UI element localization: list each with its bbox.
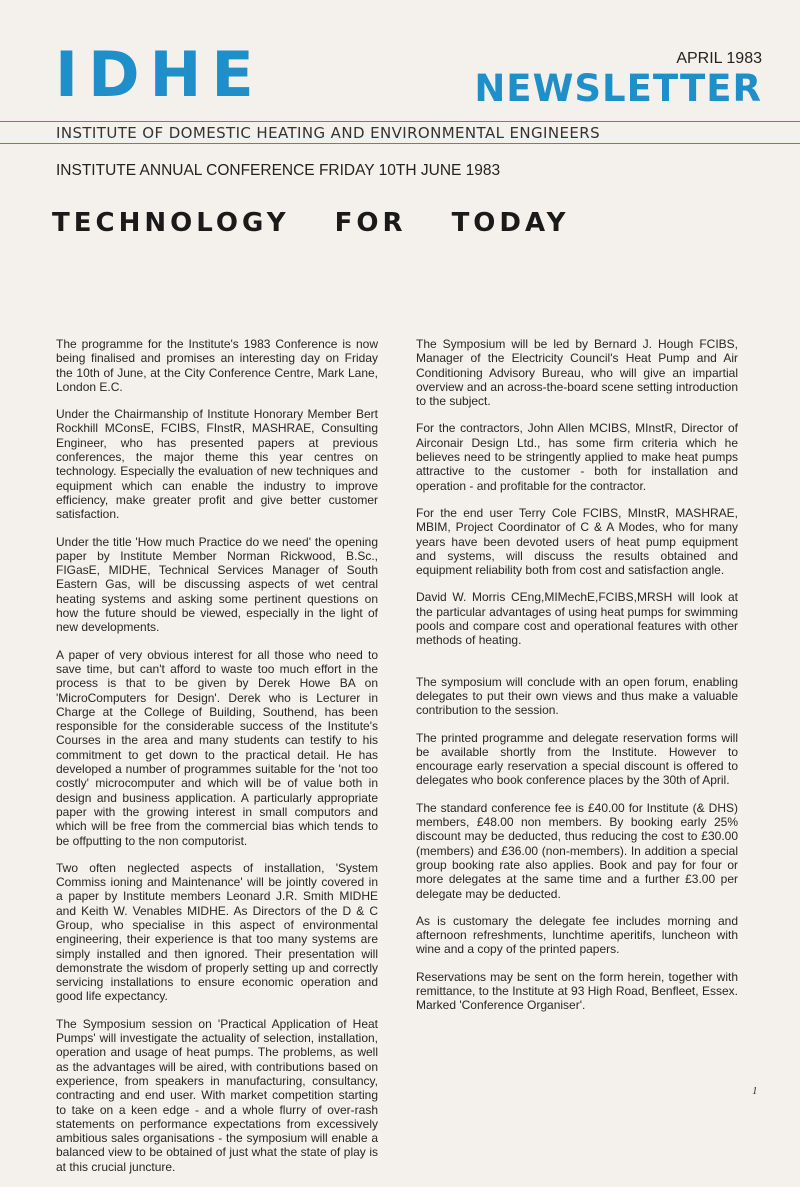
article-left-column [56,337,378,1187]
article-paragraph: The printed programme and delegate reservation forms will be available shortly from the Institute. However to encourage early reservation a special discount is offered to delegates who book conference places by the 30th of April. [416,730,738,788]
article-paragraph: The Symposium will be led by Bernard J. Hough FCIBS, Manager of the Electricity Council's Heat Pump and Air Conditioning Advisory Bureau, who will give an impartial overview and an across-the-board scene setting introduction to the subject. [416,337,738,409]
article-paragraph: Two often neglected aspects of installation, 'System Commiss ioning and Maintenance' will be jointly covered in a paper by Institute members Leonard J.R. Smith MIDHE and Keith W. Venables MIDHE. As Directors of the D & C Group, who specialise in this aspect of environmental engineering, their experience is that too many systems are simply installed and then ignored. Their presentation will demonstrate the wisdom of properly setting up and correctly servicing installations to ensure economic operation and good life expectancy. [56,860,378,1004]
page-number: 1 [752,1085,758,1097]
article-paragraph: As is customary the delegate fee includes morning and afternoon refreshments, lunchtime aperitifs, luncheon with wine and a copy of the printed papers. [416,913,738,957]
article-paragraph: A paper of very obvious interest for all those who need to save time, but can't afford to waste too much effort in the process is that to be given by Derek Howe BA on 'MicroComputers for Design'. Derek who is Lecturer in Charge at the College of Building, Southend, has been responsible for the considerable success of the Institute's Courses in the area and many students can testify to his commitment to get down to the practical detail. He has developed a number of programmes suitable for the 'not too costly' microcomputer and which will be of value both in design and business application. A particularly appropriate paper with the growing interest in small computors and which will be free from the commercial bias which tends to be offputting to the non computorist. [56,647,378,848]
masthead-rule-bottom [0,143,800,144]
masthead-rule-top [0,121,800,122]
article-paragraph: The Symposium session on 'Practical Application of Heat Pumps' will investigate the actuality of selection, installation, operation and usage of heat pumps. The problems, as well as the advantages will be aired, with contributions based on experience, from speakers in manufacturing, consultancy, contracting and end user. With market competition starting to take on a keen edge - and a whole flurry of over-rash statements on performance expectations from excessively ambitious sales organisations - the symposium will enable a balanced view to be obtained of just what the state of play is at this crucial juncture. [56,1016,378,1174]
headline-word: TECHNOLOGY [52,208,290,238]
headline-word: FOR [334,208,407,238]
article-paragraph: The standard conference fee is £40.00 for Institute (& DHS) members, £48.00 non members. By booking early 25% discount may be deducted, thus reducing the cost to £30.00 (members) and £36.00 (non-members). In addition a special group booking rate also applies. Book and pay for four or more delegates at the same time and a further £3.00 per delegate may be deducted. [416,800,738,901]
article-paragraph: Under the Chairmanship of Institute Honorary Member Bert Rockhill MConsE, FCIBS, FInstR, MASHRAE, Consulting Engineer, who has presented papers at previous conferences, the major theme this year centres on technology. Especially the evaluation of new techniques and equipment which can enable the industry to improve efficiency, make greater profit and give better customer satisfaction. [56,407,378,522]
headline [52,208,601,238]
article-paragraph: For the end user Terry Cole FCIBS, MInstR, MASHRAE, MBIM, Project Coordinator of C & A Modes, who for many years have been devoted users of heat pump equipment and systems, will discuss the results obtained and equipment reliability both from cost and satisfaction angle. [416,505,738,578]
article-paragraph: David W. Morris CEng,MIMechE,FCIBS,MRSH will look at the particular advantages of using heat pumps for swimming pools and compare cost and operational features with other methods of heating. [416,590,738,648]
article-paragraph: Under the title 'How much Practice do we need' the opening paper by Institute Member Norman Rickwood, B.Sc., FIGasE, MIDHE, Technical Services Manager of South Eastern Gas, will be discussing aspects of wet central heating systems and asking some pertinent questions on how the future should be viewed, especially in the light of new developments. [56,534,378,635]
conference-line: INSTITUTE ANNUAL CONFERENCE FRIDAY 10TH JUNE 1983 [56,162,501,179]
institute-name: INSTITUTE OF DOMESTIC HEATING AND ENVIRONMENTAL ENGINEERS [56,124,601,142]
newsletter-title: NEWSLETTER [474,67,762,110]
headline-word: TODAY [451,208,570,238]
issue-date: APRIL 1983 [676,50,762,67]
article-paragraph: For the contractors, John Allen MCIBS, MInstR, Director of Airconair Design Ltd., has some firm criteria which he believes need to be stringently applied to make heat pumps attractive to the customer - both for installation and operation - and profitable for the contractor. [416,421,738,493]
idhe-logo: IDHE [55,38,264,111]
article-right-column [416,337,738,1026]
article-paragraph: The programme for the Institute's 1983 Conference is now being finalised and promises an interesting day on Friday the 10th of June, at the City Conference Centre, Mark Lane, London E.C. [56,337,378,394]
article-paragraph: The symposium will conclude with an open forum, enabling delegates to put their own views and thus make a valuable contribution to the session. [416,674,738,718]
article-paragraph: Reservations may be sent on the form herein, together with remittance, to the Institute at 93 High Road, Benfleet, Essex. Marked 'Conference Organiser'. [416,969,738,1013]
